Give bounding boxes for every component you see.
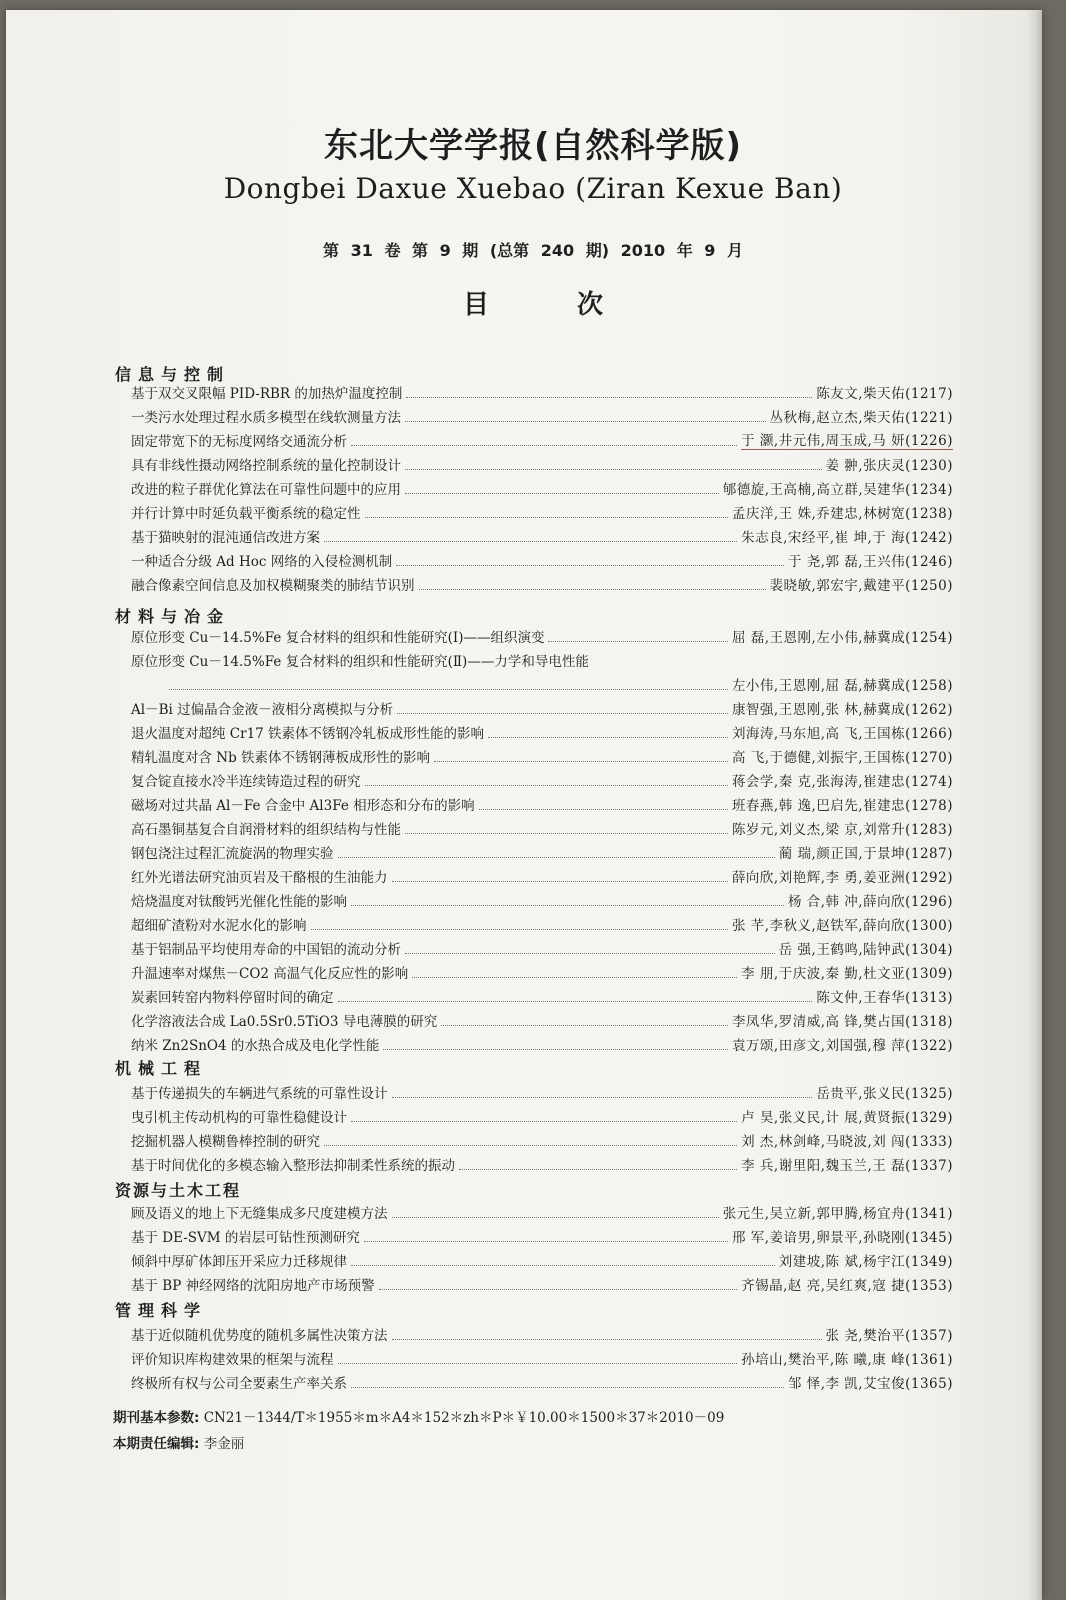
dot-leader [405, 833, 728, 834]
dot-leader [392, 1339, 822, 1340]
article-title: 顾及语义的地上下无缝集成多尺度建模方法 [131, 1206, 388, 1222]
editor-label: 本期责任编辑: [113, 1436, 200, 1452]
dot-leader [392, 1217, 719, 1218]
article-authors: 刘建坡,陈 斌,杨宇江(1349) [778, 1254, 953, 1270]
article-authors: 孙培山,樊治平,陈 曦,康 峰(1361) [741, 1352, 953, 1368]
article-title: 融合像素空间信息及加权模糊聚类的肺结节识别 [131, 578, 415, 594]
toc-entry[interactable] [131, 1200, 953, 1222]
article-authors: 李 兵,谢里阳,魏玉兰,王 磊(1337) [741, 1158, 953, 1174]
toc-entry[interactable] [131, 452, 953, 474]
toc-entry[interactable] [131, 524, 953, 546]
dot-leader [351, 1387, 784, 1388]
article-title: 基于近似随机优势度的随机多属性决策方法 [131, 1328, 388, 1344]
parameters-label: 期刊基本参数: [113, 1410, 200, 1426]
toc-entry[interactable] [131, 720, 953, 742]
dot-leader [351, 445, 737, 446]
article-title: 基于猫映射的混沌通信改进方案 [131, 530, 320, 546]
dot-leader [405, 469, 822, 470]
article-authors: 邹 怿,李 凯,艾宝俊(1365) [787, 1376, 953, 1392]
article-title: 基于传递损失的车辆进气系统的可靠性设计 [131, 1086, 388, 1102]
article-authors: 薛向欣,刘艳辉,李 勇,姜亚洲(1292) [731, 870, 953, 886]
dot-leader [351, 1265, 775, 1266]
dot-leader [169, 689, 728, 690]
section-heading: 信息与控制 [115, 365, 231, 384]
dot-leader [441, 1025, 728, 1026]
toc-entry[interactable] [131, 816, 953, 838]
dot-leader [324, 1145, 737, 1146]
toc-entry[interactable] [131, 888, 953, 910]
dot-leader [351, 905, 784, 906]
article-authors: 于 尧,郭 磊,王兴伟(1246) [787, 554, 953, 570]
article-authors: 张元生,吴立新,郭甲腾,杨宜舟(1341) [722, 1206, 953, 1222]
toc-entry[interactable] [131, 648, 953, 670]
section-heading: 材料与冶金 [115, 607, 231, 626]
journal-pinyin-title: Dongbei Daxue Xuebao (Ziran Kexue Ban) [223, 172, 843, 205]
dot-leader [383, 1049, 728, 1050]
toc-entry[interactable] [131, 1272, 953, 1294]
dot-leader [434, 761, 728, 762]
article-title: 固定带宽下的无标度网络交通流分析 [131, 434, 347, 450]
article-title: 基于 BP 神经网络的沈阳房地产市场预警 [131, 1278, 375, 1294]
article-authors: 陈岁元,刘义杰,梁 京,刘常升(1283) [731, 822, 953, 838]
article-title: 基于时间优化的多模态输入整形法抑制柔性系统的振动 [131, 1158, 455, 1174]
dot-leader [365, 785, 728, 786]
dot-leader [338, 1363, 738, 1364]
toc-entry-continuation[interactable] [165, 672, 953, 694]
article-title: 焙烧温度对钛酸钙光催化性能的影响 [131, 894, 347, 910]
dot-leader [405, 493, 719, 494]
dot-leader [364, 1241, 728, 1242]
toc-entry[interactable] [131, 840, 953, 862]
parameters-value: CN21－1344/T＊1955＊m＊A4＊152＊zh＊P＊￥10.00＊1500＊37＊2010－09 [203, 1410, 725, 1426]
article-title: 纳米 Zn2SnO4 的水热合成及电化学性能 [131, 1038, 380, 1054]
dot-leader [392, 1097, 813, 1098]
article-title: 曳引机主传动机构的可靠性稳健设计 [131, 1110, 347, 1126]
article-authors: 左小伟,王恩刚,屈 磊,赫冀成(1258) [731, 678, 953, 694]
article-authors: 陈文仲,王春华(1313) [816, 990, 953, 1006]
toc-entry[interactable] [131, 380, 953, 402]
dot-leader [488, 737, 728, 738]
article-title: 精轧温度对含 Nb 铁素体不锈钢薄板成形性的影响 [131, 750, 431, 766]
article-authors: 丛秋梅,赵立杰,柴天佑(1221) [769, 410, 953, 426]
toc-entry[interactable] [131, 792, 953, 814]
dot-leader [365, 517, 728, 518]
toc-entry[interactable] [131, 960, 953, 982]
toc-entry[interactable] [131, 984, 953, 1006]
dot-leader [479, 809, 728, 810]
article-title: 超细矿渣粉对水泥水化的影响 [131, 918, 307, 934]
dot-leader [338, 857, 775, 858]
article-authors: 康智强,王恩刚,张 林,赫冀成(1262) [731, 702, 953, 718]
toc-entry[interactable] [131, 476, 953, 498]
toc-entry[interactable] [131, 1322, 953, 1344]
article-title: 倾斜中厚矿体卸压开采应力迁移规律 [131, 1254, 347, 1270]
article-authors: 齐锡晶,赵 亮,吴红爽,寇 捷(1353) [741, 1278, 953, 1294]
article-authors: 杨 合,韩 冲,薛向欣(1296) [787, 894, 953, 910]
toc-entry[interactable] [131, 624, 953, 646]
editor-name: 李金丽 [203, 1436, 245, 1452]
article-title: Al－Bi 过偏晶合金液－液相分离模拟与分析 [131, 702, 394, 718]
article-authors: 孟庆洋,王 姝,乔建忠,林树宽(1238) [731, 506, 953, 522]
article-authors: 蔺 瑞,颜正国,于景坤(1287) [778, 846, 953, 862]
article-authors: 朱志良,宋经平,崔 坤,于 海(1242) [741, 530, 953, 546]
dot-leader [459, 1169, 737, 1170]
section-heading: 资源与土木工程 [115, 1181, 242, 1200]
article-title: 基于 DE-SVM 的岩层可钻性预测研究 [131, 1230, 360, 1246]
article-title: 炭素回转窑内物料停留时间的确定 [131, 990, 334, 1006]
article-title: 升温速率对煤焦－CO2 高温气化反应性的影响 [131, 966, 409, 982]
article-title: 原位形变 Cu－14.5%Fe 复合材料的组织和性能研究(Ⅱ)——力学和导电性能 [131, 654, 589, 670]
toc-entry[interactable] [131, 864, 953, 886]
article-title: 钢包浇注过程汇流旋涡的物理实验 [131, 846, 334, 862]
article-title: 具有非线性摄动网络控制系统的量化控制设计 [131, 458, 401, 474]
article-authors: 卢 昊,张义民,计 展,黄贤振(1329) [741, 1110, 953, 1126]
dot-leader [412, 977, 737, 978]
section-heading: 机械工程 [115, 1059, 208, 1078]
dot-leader [392, 881, 728, 882]
dot-leader [548, 641, 727, 642]
article-authors: 张 芊,李秋义,赵铁军,薛向欣(1300) [731, 918, 953, 934]
article-title: 高石墨铜基复合自润滑材料的组织结构与性能 [131, 822, 401, 838]
dot-leader [379, 1289, 738, 1290]
article-title: 改进的粒子群优化算法在可靠性问题中的应用 [131, 482, 401, 498]
dot-leader [311, 929, 728, 930]
article-authors: 刘海涛,马东旭,高 飞,王国栋(1266) [731, 726, 953, 742]
article-title: 复合锭直接水冷半连续铸造过程的研究 [131, 774, 361, 790]
toc-entry[interactable] [131, 1128, 953, 1150]
dot-leader [338, 1001, 813, 1002]
article-title: 退火温度对超纯 Cr17 铁素体不锈钢冷轧板成形性能的影响 [131, 726, 485, 742]
toc-entry[interactable] [131, 404, 953, 426]
dot-leader [397, 713, 728, 714]
dot-leader [396, 565, 784, 566]
journal-parameters [113, 1406, 724, 1426]
article-title: 化学溶液法合成 La0.5Sr0.5TiO3 导电薄膜的研究 [131, 1014, 438, 1030]
article-authors: 袁万颂,田彦文,刘国强,穆 萍(1322) [731, 1038, 953, 1054]
dot-leader [324, 541, 737, 542]
article-authors: 高 飞,于德健,刘振宇,王国栋(1270) [731, 750, 953, 766]
toc-entry[interactable] [131, 1370, 953, 1392]
dot-leader [405, 953, 775, 954]
article-title: 挖掘机器人模糊鲁棒控制的研究 [131, 1134, 320, 1150]
article-title: 基于双交叉限幅 PID-RBR 的加热炉温度控制 [131, 386, 403, 402]
article-authors: 李 朋,于庆波,秦 勤,杜文亚(1309) [741, 966, 953, 982]
dot-leader [419, 589, 766, 590]
article-authors: 刘 杰,林剑峰,马晓波,刘 闯(1333) [741, 1134, 953, 1150]
article-authors: 郇德旋,王高楠,高立群,吴建华(1234) [722, 482, 953, 498]
toc-entry[interactable] [131, 768, 953, 790]
article-title: 原位形变 Cu－14.5%Fe 复合材料的组织和性能研究(Ⅰ)——组织演变 [131, 630, 545, 646]
toc-entry[interactable] [131, 1224, 953, 1246]
article-authors: 蒋会学,秦 克,张海涛,崔建忠(1274) [731, 774, 953, 790]
article-authors: 岳贵平,张义民(1325) [816, 1086, 953, 1102]
toc-entry[interactable] [131, 912, 953, 934]
toc-entry[interactable] [131, 428, 953, 450]
article-authors: 邢 军,姜谙男,卵景平,孙晓刚(1345) [731, 1230, 953, 1246]
toc-entry[interactable] [131, 1080, 953, 1102]
article-authors: 姜 翀,张庆灵(1230) [825, 458, 953, 474]
article-authors: 李凤华,罗清威,高 锋,樊占国(1318) [731, 1014, 953, 1030]
toc-entry[interactable] [131, 936, 953, 958]
toc-entry[interactable] [131, 548, 953, 570]
issue-info: 第 31 卷 第 9 期 (总第 240 期) 2010 年 9 月 [323, 241, 743, 260]
dot-leader [405, 421, 766, 422]
issue-editor [113, 1432, 244, 1452]
article-authors: 张 尧,樊治平(1357) [825, 1328, 953, 1344]
article-authors: 裴晓敏,郭宏宇,戴建平(1250) [769, 578, 953, 594]
article-title: 并行计算中时延负载平衡系统的稳定性 [131, 506, 361, 522]
article-authors: 班春燕,韩 逸,巴启先,崔建忠(1278) [731, 798, 953, 814]
article-title: 基于铝制品平均使用寿命的中国铝的流动分析 [131, 942, 401, 958]
article-title: 评价知识库构建效果的框架与流程 [131, 1352, 334, 1368]
article-title: 磁场对过共晶 Al－Fe 合金中 Al3Fe 相形态和分布的影响 [131, 798, 475, 814]
toc-entry[interactable] [131, 1008, 953, 1030]
contents-heading: 目次 [462, 290, 691, 320]
toc-entry[interactable] [131, 696, 953, 718]
article-authors: 陈友文,柴天佑(1217) [816, 386, 953, 402]
article-title: 一类污水处理过程水质多模型在线软测量方法 [131, 410, 401, 426]
dot-leader [406, 397, 812, 398]
dot-leader [351, 1121, 737, 1122]
article-authors: 屈 磊,王恩刚,左小伟,赫冀成(1254) [731, 630, 953, 646]
toc-entry[interactable] [131, 1152, 953, 1174]
journal-title: 东北大学学报(自然科学版) [323, 126, 743, 166]
toc-entry[interactable] [131, 744, 953, 766]
toc-entry[interactable] [131, 1032, 953, 1054]
article-authors-underlined: 于 灏,井元伟,周玉成,马 妍(1226) [741, 429, 953, 450]
toc-entry[interactable] [131, 1104, 953, 1126]
section-heading: 管理科学 [115, 1301, 208, 1320]
toc-entry[interactable] [131, 1346, 953, 1368]
toc-entry[interactable] [131, 1248, 953, 1270]
article-title: 一种适合分级 Ad Hoc 网络的入侵检测机制 [131, 554, 393, 570]
toc-entry[interactable] [131, 572, 953, 594]
toc-entry[interactable] [131, 500, 953, 522]
article-authors: 岳 强,王鹤鸣,陆钟武(1304) [778, 942, 953, 958]
article-title: 终极所有权与公司全要素生产率关系 [131, 1376, 347, 1392]
article-title: 红外光谱法研究油页岩及干酪根的生油能力 [131, 870, 388, 886]
